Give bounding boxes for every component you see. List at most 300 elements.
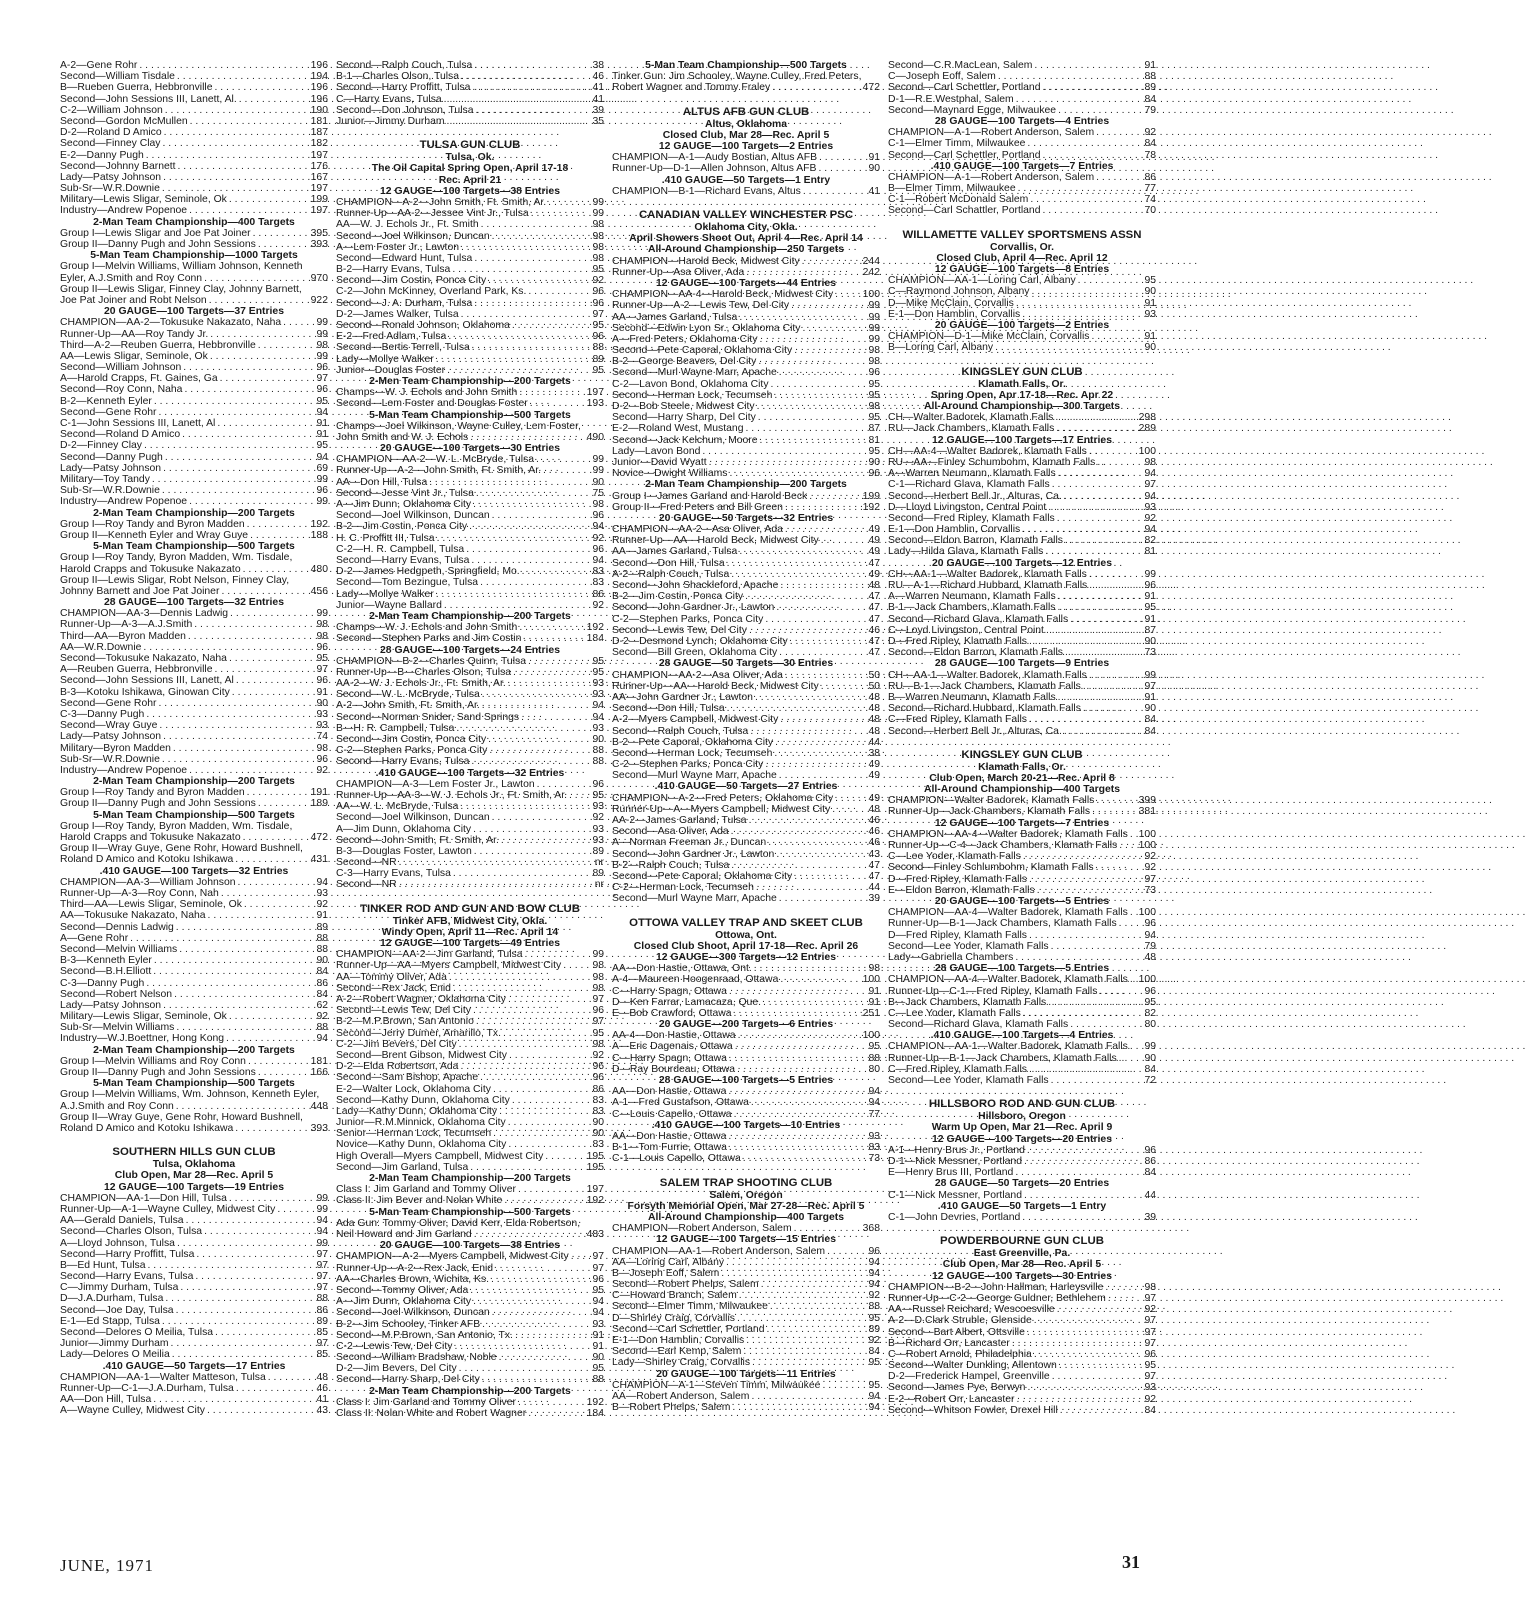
- dot-leader: [473, 1005, 588, 1016]
- score: 96: [592, 331, 604, 343]
- shooter-name: Runner-Up—AA-2—Jessee Vint Jr., Tulsa: [336, 208, 529, 220]
- dot-leader: [209, 295, 309, 306]
- dot-leader: [243, 564, 309, 575]
- section-heading: April Showers Shoot Out, April 4—Rec. April 14: [629, 233, 863, 245]
- section-gap: [888, 217, 1164, 228]
- result-row: [336, 477, 612, 488]
- score: 90: [868, 456, 880, 468]
- result-row: [888, 918, 1164, 929]
- dot-leader: [144, 440, 312, 451]
- section-heading: 12 GAUGE—100 Targets—19 Entries: [104, 1181, 284, 1193]
- result-row: [336, 219, 612, 230]
- dot-leader: [460, 801, 588, 812]
- dot-leader: [429, 477, 588, 488]
- score: 96: [1144, 985, 1156, 997]
- dot-leader: [472, 82, 588, 93]
- result-row: [612, 670, 888, 681]
- result-row: [888, 591, 1164, 602]
- result-row: [336, 208, 612, 219]
- dot-leader: [729, 1053, 864, 1064]
- dot-leader: [147, 1260, 312, 1271]
- score: 90: [592, 1128, 604, 1140]
- score: 181: [310, 115, 328, 127]
- dot-leader: [545, 1151, 584, 1162]
- score: 92: [316, 764, 328, 776]
- dot-leader: [188, 631, 312, 642]
- dot-leader: [183, 362, 312, 373]
- result-row: [612, 558, 888, 569]
- shooter-name: Second—Carl Schettler, Portland: [612, 1323, 765, 1335]
- result-row: [612, 446, 888, 457]
- dot-leader: [165, 105, 309, 116]
- result-row: [336, 1072, 612, 1083]
- result-row: [888, 580, 1164, 591]
- score: 166: [310, 1067, 328, 1079]
- result-row: [888, 1041, 1164, 1052]
- score: 38: [868, 747, 880, 759]
- result-row: [60, 418, 336, 429]
- result-row: [60, 1033, 336, 1044]
- result-row: [60, 575, 336, 586]
- result-row: [60, 440, 336, 451]
- score: 96: [592, 286, 604, 298]
- result-row: [60, 877, 336, 888]
- score: 96: [316, 485, 328, 497]
- score: 431: [310, 854, 328, 866]
- score: 88: [592, 1374, 604, 1386]
- dot-leader: [247, 787, 309, 798]
- result-row: [612, 186, 888, 197]
- score: 84: [316, 988, 328, 1000]
- dot-leader: [399, 857, 588, 868]
- result-row: [60, 1238, 336, 1249]
- result-row: [888, 862, 1164, 873]
- dot-leader: [835, 289, 861, 300]
- dot-leader: [146, 709, 312, 720]
- result-row: [888, 1167, 1164, 1178]
- score: 84: [1144, 714, 1156, 726]
- score: 89: [316, 1315, 328, 1327]
- result-row: [612, 535, 888, 546]
- shooter-name: E-2—Danny Pugh: [60, 149, 144, 161]
- result-row: [612, 1313, 888, 1324]
- section-heading: Closed Club, Mar 28—Rec. April 5: [662, 129, 830, 141]
- score: 88: [316, 1293, 328, 1305]
- score: 197: [586, 1184, 604, 1196]
- shooter-name: C—Harry Spagn, Ottawa: [612, 985, 727, 997]
- result-row: [336, 1397, 612, 1408]
- shooter-name: Second—Lewis Tew, Del City: [336, 1005, 471, 1017]
- score: 188: [310, 529, 328, 541]
- dot-leader: [146, 978, 312, 989]
- result-row: [60, 564, 336, 575]
- score: 100: [862, 289, 880, 301]
- shooter-name: AA—Don Hastie, Ottawa, Ont.: [612, 963, 752, 975]
- shooter-name: Roland D Amico and Kotoku Ishikawa: [60, 1122, 234, 1134]
- score: 88: [868, 1052, 880, 1064]
- score: 95: [1144, 1360, 1156, 1372]
- score: 94: [316, 876, 328, 888]
- result-row: [612, 312, 888, 323]
- shooter-name: John Smith and W. J. Echols: [336, 431, 469, 443]
- result-row: [60, 787, 336, 798]
- section-gap: [888, 354, 1164, 365]
- shooter-name: CH—AA-1—Walter Badorek, Klamath Falls: [888, 568, 1087, 580]
- dot-leader: [1048, 997, 1140, 1008]
- result-row: [336, 812, 612, 823]
- dot-leader: [461, 71, 588, 82]
- section-heading: 2-Man Team Championship—200 Targets: [369, 610, 571, 622]
- score: 99: [592, 208, 604, 220]
- result-row: [888, 952, 1164, 963]
- dot-leader: [470, 432, 584, 443]
- shooter-name: B-3—Douglas Foster, Lawton: [336, 845, 472, 857]
- result-row: [60, 709, 336, 720]
- shooter-name: Second—Kathy Dunn, Oklahoma City: [336, 1094, 510, 1106]
- shooter-name: C-3—Harry Evans, Tulsa: [336, 868, 451, 880]
- shooter-name: A—Lem Foster Jr., Lawton: [336, 241, 460, 253]
- result-row: [612, 524, 888, 535]
- club-title: SALEM TRAP SHOOTING CLUB: [659, 1176, 833, 1189]
- score: 96: [592, 1061, 604, 1073]
- shooter-name: CHAMPION—A-3—Lem Foster Jr., Lawton: [336, 778, 535, 790]
- score: 93: [316, 708, 328, 720]
- section-heading: 2-Man Team Championship—200 Targets: [93, 507, 295, 519]
- dot-leader: [775, 737, 864, 748]
- shooter-name: Second—Richard Hubbard, Klamath Falls: [888, 703, 1081, 715]
- dot-leader: [732, 1402, 864, 1413]
- result-row: [612, 379, 888, 390]
- score: 92: [1144, 127, 1156, 139]
- score: 190: [310, 104, 328, 116]
- score: 96: [592, 1273, 604, 1285]
- dot-leader: [492, 1307, 588, 1318]
- dot-leader: [758, 356, 864, 367]
- shooter-name: Lady—Delores O Meilia: [60, 1349, 170, 1361]
- shooter-name: Runner-Up—A—Myers Campbell, Midwest City: [612, 803, 831, 815]
- dot-leader: [519, 387, 584, 398]
- score: 448: [310, 1100, 328, 1112]
- score: 97: [316, 664, 328, 676]
- result-row: [60, 239, 336, 250]
- result-row: [888, 703, 1164, 714]
- dot-leader: [186, 1215, 312, 1226]
- dot-leader: [1022, 1212, 1140, 1223]
- section-gap: [612, 94, 888, 105]
- shooter-name: Runner-Up—C-1—J.A.Durham, Tulsa: [60, 1382, 234, 1394]
- result-row: [888, 286, 1164, 297]
- dot-leader: [513, 667, 588, 678]
- dot-leader: [235, 854, 308, 865]
- shooter-name: Second—Lee Yoder, Klamath Falls: [888, 940, 1049, 952]
- shooter-name: B—Elmer Timm, Milwaukee: [888, 183, 1016, 195]
- shooter-name: A-1—Henry Brus Jr., Portland: [888, 1144, 1025, 1156]
- shooter-name: CHAMPION—D-1—Mike McClain, Corvallis: [888, 331, 1090, 343]
- score: 197: [310, 205, 328, 217]
- dot-leader: [1023, 851, 1140, 862]
- dot-leader: [1029, 636, 1140, 647]
- section-heading: Spring Open, Apr 17-18—Rec. Apr 22: [930, 389, 1114, 401]
- score: 94: [316, 1226, 328, 1238]
- score: 93: [592, 1318, 604, 1330]
- score: 47: [868, 557, 880, 569]
- dot-leader: [226, 1033, 312, 1044]
- dot-leader: [528, 1408, 584, 1419]
- result-row: [60, 619, 336, 630]
- result-row: [336, 242, 612, 253]
- result-row: [336, 1296, 612, 1307]
- shooter-name: AA—Charles Brown, Wichita, Ks.: [336, 1273, 490, 1285]
- dot-leader: [474, 60, 588, 71]
- dot-leader: [475, 105, 588, 116]
- score: 95: [868, 378, 880, 390]
- shooter-name: Third—A-2—Reuben Guerra, Hebbronville: [60, 339, 256, 351]
- result-row: [888, 1394, 1164, 1405]
- shooter-name: Group II—Wray Guye, Gene Rohr, Howard Bushnell,: [60, 843, 303, 855]
- result-row: [888, 205, 1164, 216]
- dot-leader: [512, 1095, 588, 1106]
- score: 86: [592, 1083, 604, 1095]
- shooter-name: Tinker Gun: Jim Schooley, Wayne Culley, Fred Peters,: [612, 71, 862, 83]
- dot-leader: [1060, 1405, 1140, 1416]
- score: 96: [1144, 580, 1156, 592]
- dot-leader: [1016, 94, 1140, 105]
- dot-leader: [195, 1271, 312, 1282]
- result-row: [336, 1095, 612, 1106]
- score: 86: [316, 977, 328, 989]
- result-row: [336, 1050, 612, 1061]
- result-row: [888, 1075, 1164, 1086]
- result-row: [888, 670, 1164, 681]
- result-row: [60, 138, 336, 149]
- score: 97: [1144, 1292, 1156, 1304]
- score: 96: [592, 510, 604, 522]
- shooter-name: Second—Herman Lock, Tecumseh: [612, 747, 773, 759]
- score: 96: [1144, 1144, 1156, 1156]
- result-row: [60, 731, 336, 742]
- dot-leader: [253, 228, 309, 239]
- shooter-name: Second—Robert Phelps, Salem: [612, 1279, 759, 1291]
- result-row: [60, 463, 336, 474]
- score: 192: [862, 501, 880, 513]
- shooter-name: Junior—Jimmy Durham: [336, 115, 445, 127]
- score: 98: [868, 401, 880, 413]
- dot-leader: [821, 535, 864, 546]
- score: 94: [868, 1256, 880, 1268]
- result-row: [612, 614, 888, 625]
- result-row: [336, 533, 612, 544]
- column-4: [888, 60, 1164, 1416]
- dot-leader: [235, 1123, 308, 1134]
- result-row: [336, 365, 612, 376]
- dot-leader: [492, 812, 588, 823]
- dot-leader: [491, 1274, 588, 1285]
- dot-leader: [177, 71, 309, 82]
- dot-leader: [180, 1282, 312, 1293]
- score: 96: [592, 1072, 604, 1084]
- score: 93: [592, 834, 604, 846]
- score: 98: [592, 499, 604, 511]
- result-row: [336, 197, 612, 208]
- result-row: [336, 1184, 612, 1195]
- dot-leader: [1051, 1075, 1140, 1086]
- shooter-name: Military—Lewis Sligar, Seminole, Ok: [60, 194, 227, 206]
- score: 96: [592, 1005, 604, 1017]
- shooter-name: D—Fred Ripley, Klamath Falls: [888, 635, 1027, 647]
- result-row: [612, 1391, 888, 1402]
- shooter-name: Second—Harry Sharp, Del City: [612, 412, 756, 424]
- shooter-name: Group II—Danny Pugh and John Sessions: [60, 798, 256, 810]
- score: 95: [868, 1312, 880, 1324]
- result-row: [60, 1293, 336, 1304]
- result-row: [60, 1101, 336, 1112]
- score: 100: [1138, 445, 1156, 457]
- result-row: [336, 1039, 612, 1050]
- shooter-name: Second—Ralph Couch, Tulsa: [336, 60, 473, 71]
- score: 93: [1144, 501, 1156, 513]
- result-row: [888, 941, 1164, 952]
- score: 95: [316, 440, 328, 452]
- section-heading: 12 GAUGE—100 Targets—7 Entries: [934, 817, 1110, 829]
- result-row: [60, 910, 336, 921]
- section-heading: 28 GAUGE—50 Targets—20 Entries: [934, 1178, 1110, 1190]
- shooter-name: Runner-Up—B-1—Jack Chambers, Klamath Falls: [888, 918, 1117, 930]
- result-row: [60, 205, 336, 216]
- section-heading: 20 GAUGE—100 Targets—38 Entries: [380, 1240, 560, 1252]
- score: 98: [316, 630, 328, 642]
- result-row: [60, 922, 336, 933]
- dot-leader: [1027, 1382, 1140, 1393]
- result-row: [612, 423, 888, 434]
- score: 48: [868, 725, 880, 737]
- dot-leader: [176, 922, 312, 933]
- score: 197: [310, 149, 328, 161]
- result-row: [336, 1319, 612, 1330]
- dot-leader: [761, 1279, 864, 1290]
- shooter-name: Junior—Wayne Ballard: [336, 599, 442, 611]
- result-row: [336, 253, 612, 264]
- shooter-name: CHAMPION—AA-1—Walter Badorek, Klamath Falls: [888, 1041, 1128, 1053]
- section-heading: Tinker AFB, Midwest City, Okla.: [392, 915, 548, 927]
- dot-leader: [453, 868, 588, 879]
- result-row: [612, 1335, 888, 1346]
- shooter-name: Second—Finney Clay: [60, 138, 161, 150]
- score: 91: [1144, 331, 1156, 343]
- dot-leader: [785, 524, 864, 535]
- shooter-name: B-2—Jim Costin, Ponca City: [336, 521, 468, 533]
- dot-leader: [1130, 829, 1137, 840]
- result-row: [336, 824, 612, 835]
- shooter-name: RU—A-1—Richard Hubbard, Klamath Falls: [888, 580, 1088, 592]
- shooter-name: E-2—Robert Orr, Lancaster: [888, 1393, 1015, 1405]
- dot-leader: [1034, 1349, 1140, 1360]
- shooter-name: C-1—Elmer Timm, Milwaukee: [888, 138, 1026, 150]
- dot-leader: [447, 365, 588, 376]
- shooter-name: B-3—Kenneth Eyler: [60, 955, 152, 967]
- score: 96: [592, 778, 604, 790]
- shooter-name: CHAMPION—AA-4—Walter Badorek, Klamath Falls: [888, 907, 1128, 919]
- dot-leader: [1065, 647, 1140, 658]
- score: 95: [868, 445, 880, 457]
- dot-leader: [821, 681, 864, 692]
- shooter-name: B—Rueben Guerra, Hebbronville: [60, 82, 213, 94]
- dot-leader: [220, 373, 312, 384]
- shooter-name: Runner-Up—A-1—Wayne Culley, Midwest City: [60, 1203, 276, 1215]
- section-heading: 5-Man Team Championship—500 Targets: [93, 1078, 295, 1090]
- shooter-name: C—Howard Branch, Salem: [612, 1290, 737, 1302]
- dot-leader: [189, 205, 309, 216]
- dot-leader: [1051, 941, 1140, 952]
- result-row: [60, 373, 336, 384]
- result-row: [60, 340, 336, 351]
- score: 92: [316, 1011, 328, 1023]
- result-row: [60, 888, 336, 899]
- shooter-name: CHAMPION—B-2—John Hallman, Harleysville: [888, 1281, 1104, 1293]
- result-row: [612, 457, 888, 468]
- dot-leader: [1046, 625, 1140, 636]
- shooter-name: CHAMPION—Robert Anderson, Salem: [612, 1223, 792, 1235]
- score: 93: [592, 689, 604, 701]
- result-row: [336, 994, 612, 1005]
- score: 95: [592, 1027, 604, 1039]
- dot-leader: [214, 82, 308, 93]
- result-row: [612, 748, 888, 759]
- result-row: [60, 1067, 336, 1078]
- score: 97: [1144, 1326, 1156, 1338]
- shooter-name: Military—Byron Madden: [60, 742, 171, 754]
- shooter-name: Second—Herbert Bell Jr., Alturas, Ca.: [888, 725, 1062, 737]
- shooter-name: CH—AA-1—Walter Badorek, Klamath Falls: [888, 669, 1087, 681]
- result-row: [888, 997, 1164, 1008]
- score: 98: [316, 339, 328, 351]
- score: 98: [592, 241, 604, 253]
- score: 98: [592, 971, 604, 983]
- result-row: [60, 172, 336, 183]
- shooter-name: AA—Don Hill, Tulsa: [336, 476, 428, 488]
- score: 97: [316, 1248, 328, 1260]
- shooter-name: AA—W. J. Echols Jr., Ft. Smith: [336, 219, 479, 231]
- result-row: [60, 161, 336, 172]
- dot-leader: [734, 1109, 864, 1120]
- result-row: [888, 1190, 1164, 1201]
- shooter-name: B-2—Jim Schooley, Tinker AFB: [336, 1318, 481, 1330]
- shooter-name: B-2—Jim Costin, Ponca City: [612, 591, 744, 603]
- result-row: [888, 1212, 1164, 1223]
- section-heading: Closed Club, April 4—Rec. April 12: [936, 252, 1108, 264]
- shooter-name: Second—Joe Day, Tulsa: [60, 1304, 174, 1316]
- dot-leader: [470, 1285, 588, 1296]
- dot-leader: [1089, 569, 1140, 580]
- section-heading: Ottowa, Ont.: [715, 929, 777, 941]
- shooter-name: Roland D Amico and Kotoku Ishikawa: [60, 854, 234, 866]
- section-heading: .410 GAUGE—100 Targets—10 Entries: [651, 1119, 841, 1131]
- result-row: [888, 851, 1164, 862]
- result-row: [888, 342, 1164, 353]
- score: 176: [310, 160, 328, 172]
- result-row: [60, 1282, 336, 1293]
- dot-leader: [473, 1296, 588, 1307]
- section-heading: 20 GAUGE—100 Targets—5 Entries: [934, 896, 1110, 907]
- dot-leader: [482, 1319, 588, 1330]
- shooter-name: Group II—Fred Peters and Bill Green: [612, 501, 783, 513]
- result-row: [336, 1263, 612, 1274]
- shooter-name: Second—Delores O Meilia, Tulsa: [60, 1327, 214, 1339]
- score: 197: [310, 183, 328, 195]
- dot-leader: [1048, 502, 1140, 513]
- score: 89: [592, 868, 604, 880]
- score: 100: [1138, 907, 1156, 919]
- result-row: [612, 401, 888, 412]
